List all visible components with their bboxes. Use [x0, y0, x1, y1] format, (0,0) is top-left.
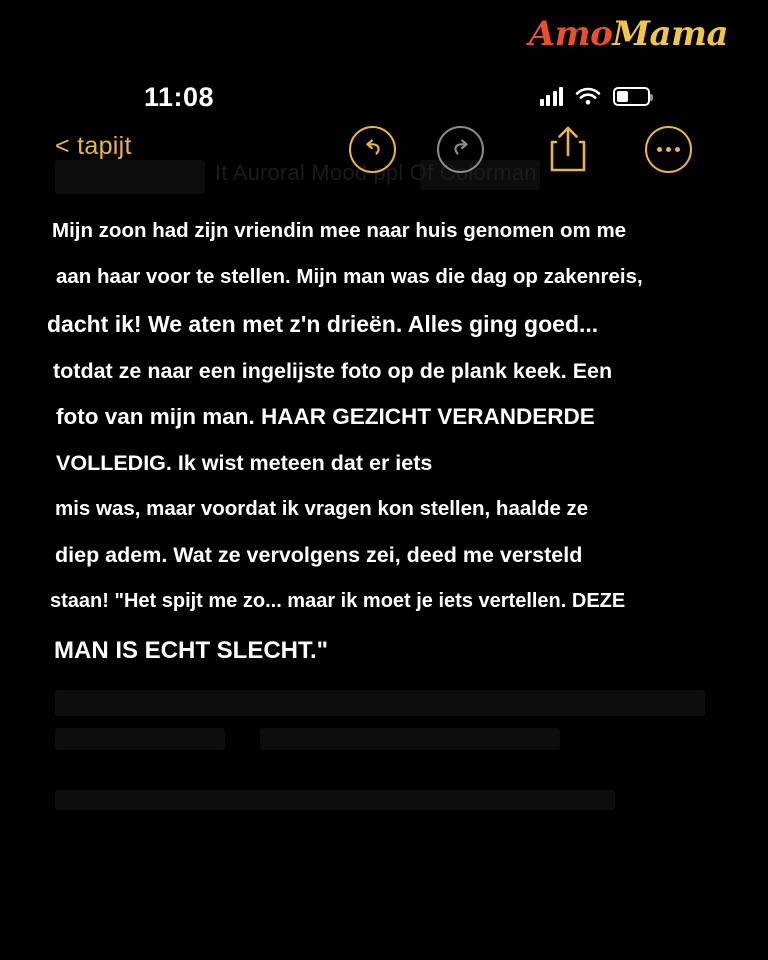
article-line: staan! "Het spijt me zo... maar ik moet je iets vertellen. DEZE	[50, 590, 626, 612]
amomama-logo	[529, 14, 728, 54]
background-page-title: It Auroral Mood ppl Of Colorman	[215, 160, 537, 185]
cellular-signal-icon	[540, 87, 564, 106]
article-line: dacht ik! We aten met z'n drieën. Alles ging goed...	[47, 311, 599, 337]
article-text	[0, 208, 768, 678]
article-line: foto van mijn man. HAAR GEZICHT VERANDERDE	[56, 404, 595, 429]
logo-part-two: Mama	[612, 14, 728, 54]
background-block	[260, 728, 560, 750]
article-line: aan haar voor te stellen. Mijn man was die dag op zakenreis,	[56, 265, 643, 288]
share-icon	[546, 123, 590, 180]
back-breadcrumb-link[interactable]: < tapijt	[55, 132, 132, 160]
article-line: Mijn zoon had zijn vriendin mee naar huis genomen om me	[52, 219, 627, 242]
status-bar	[0, 80, 768, 124]
back-button[interactable]	[349, 126, 396, 173]
background-block	[55, 790, 615, 810]
background-block	[55, 728, 225, 750]
wifi-icon	[575, 86, 601, 106]
status-clock: 11:08	[144, 82, 215, 112]
status-icons	[540, 86, 651, 106]
browser-toolbar	[0, 126, 768, 188]
article-line: VOLLEDIG. Ik wist meteen dat er iets	[56, 451, 433, 475]
battery-icon	[613, 87, 650, 106]
article-line: diep adem. Wat ze vervolgens zei, deed me versteld	[55, 543, 583, 567]
logo-part-one: Amo	[528, 14, 613, 54]
ellipsis-icon	[657, 147, 680, 152]
forward-arrow-icon	[448, 134, 474, 165]
article-line: totdat ze naar een ingelijste foto op de plank keek. Een	[53, 359, 613, 383]
article-line: MAN IS ECHT SLECHT."	[54, 637, 329, 664]
more-button[interactable]	[645, 126, 692, 173]
back-arrow-icon	[360, 134, 386, 165]
article-line: mis was, maar voordat ik vragen kon stellen, haalde ze	[55, 497, 589, 520]
share-button[interactable]	[545, 125, 591, 177]
background-block	[55, 690, 705, 716]
forward-button[interactable]	[437, 126, 484, 173]
article-paragraph	[0, 208, 768, 678]
